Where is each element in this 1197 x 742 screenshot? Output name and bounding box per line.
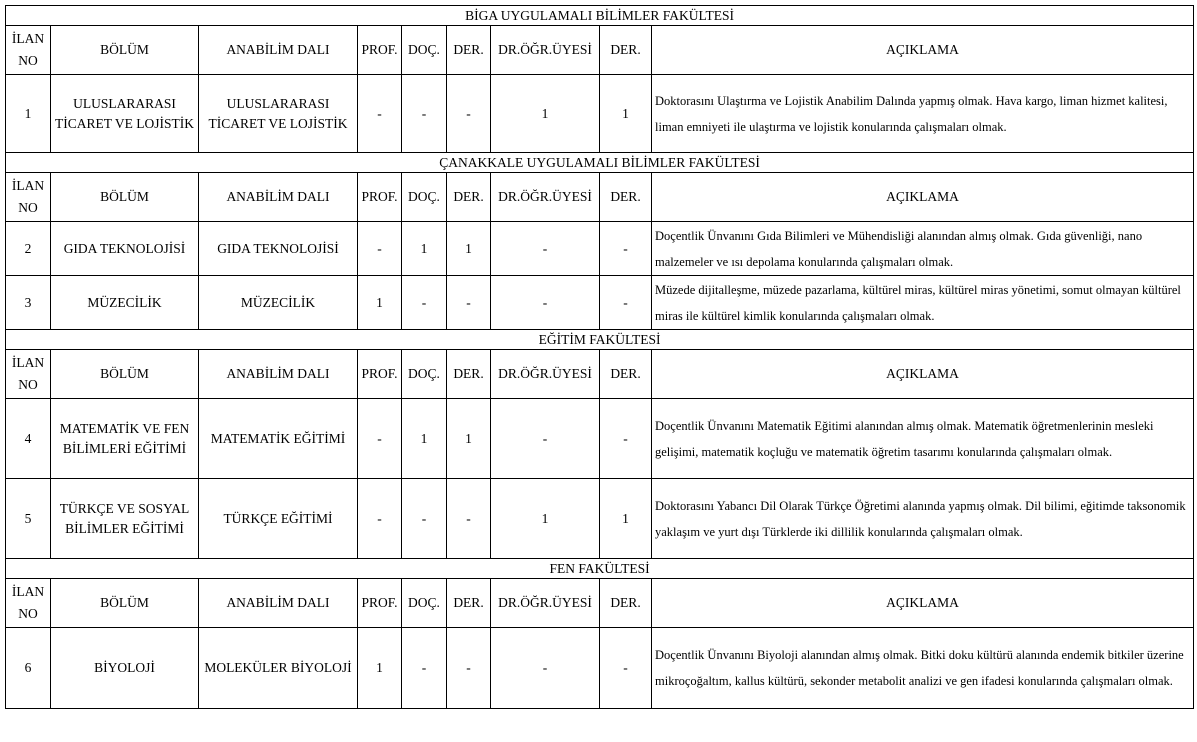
cell-der-2: - bbox=[600, 399, 652, 479]
cell-ilan-no: 3 bbox=[6, 276, 51, 330]
cell-doc: - bbox=[402, 628, 447, 709]
cell-ilan-no: 4 bbox=[6, 399, 51, 479]
cell-der-2: - bbox=[600, 222, 652, 276]
cell-ilan-no: 1 bbox=[6, 75, 51, 153]
cell-doc: 1 bbox=[402, 222, 447, 276]
header-anabilim-dali: ANABİLİM DALI bbox=[199, 173, 358, 222]
cell-bolum: ULUSLARARASI TİCARET VE LOJİSTİK bbox=[51, 75, 199, 153]
header-prof: PROF. bbox=[358, 173, 402, 222]
header-prof: PROF. bbox=[358, 26, 402, 75]
cell-ilan-no: 5 bbox=[6, 479, 51, 559]
header-ilan-no: İLAN NO bbox=[6, 173, 51, 222]
cell-bolum: MATEMATİK VE FEN BİLİMLERİ EĞİTİMİ bbox=[51, 399, 199, 479]
cell-dr-ogr-uyesi: - bbox=[491, 222, 600, 276]
table-row bbox=[6, 628, 1194, 709]
header-der-2: DER. bbox=[600, 579, 652, 628]
cell-aciklama: Doktorasını Ulaştırma ve Lojistik Anabilim Dalında yapmış olmak. Hava kargo, liman hizmet kalitesi, liman emniyeti ile ulaştırma ve lojistik konularında çalışmaları olmak. bbox=[652, 75, 1194, 153]
cell-dr-ogr-uyesi: 1 bbox=[491, 479, 600, 559]
cell-doc: - bbox=[402, 276, 447, 330]
cell-der: - bbox=[447, 75, 491, 153]
header-row bbox=[6, 173, 1194, 222]
cell-der-2: 1 bbox=[600, 75, 652, 153]
cell-anabilim-dali: TÜRKÇE EĞİTİMİ bbox=[199, 479, 358, 559]
cell-der: - bbox=[447, 628, 491, 709]
header-prof: PROF. bbox=[358, 579, 402, 628]
cell-prof: - bbox=[358, 399, 402, 479]
header-der: DER. bbox=[447, 26, 491, 75]
header-bolum: BÖLÜM bbox=[51, 173, 199, 222]
cell-prof: 1 bbox=[358, 276, 402, 330]
cell-der-2: - bbox=[600, 628, 652, 709]
cell-aciklama: Doktorasını Yabancı Dil Olarak Türkçe Öğretimi alanında yapmış olmak. Dil bilimi, eğitimde taksonomik yaklaşım ve yurt dışı Türklerde iki dillilik konularında çalışmaları olmak. bbox=[652, 479, 1194, 559]
cell-der: 1 bbox=[447, 222, 491, 276]
cell-dr-ogr-uyesi: - bbox=[491, 628, 600, 709]
header-der: DER. bbox=[447, 579, 491, 628]
header-row bbox=[6, 350, 1194, 399]
header-bolum: BÖLÜM bbox=[51, 350, 199, 399]
cell-prof: - bbox=[358, 222, 402, 276]
faculty-row bbox=[6, 153, 1194, 173]
cell-dr-ogr-uyesi: - bbox=[491, 276, 600, 330]
header-anabilim-dali: ANABİLİM DALI bbox=[199, 26, 358, 75]
cell-prof: - bbox=[358, 479, 402, 559]
header-prof: PROF. bbox=[358, 350, 402, 399]
cell-doc: - bbox=[402, 75, 447, 153]
cell-bolum: TÜRKÇE VE SOSYAL BİLİMLER EĞİTİMİ bbox=[51, 479, 199, 559]
cell-bolum: MÜZECİLİK bbox=[51, 276, 199, 330]
header-aciklama: AÇIKLAMA bbox=[652, 173, 1194, 222]
header-dr-ogr-uyesi: DR.ÖĞR.ÜYESİ bbox=[491, 350, 600, 399]
header-dr-ogr-uyesi: DR.ÖĞR.ÜYESİ bbox=[491, 579, 600, 628]
header-bolum: BÖLÜM bbox=[51, 579, 199, 628]
cell-prof: 1 bbox=[358, 628, 402, 709]
header-ilan-no: İLAN NO bbox=[6, 579, 51, 628]
table-row bbox=[6, 75, 1194, 153]
header-aciklama: AÇIKLAMA bbox=[652, 579, 1194, 628]
faculty-title: BİGA UYGULAMALI BİLİMLER FAKÜLTESİ bbox=[6, 6, 1194, 26]
cell-prof: - bbox=[358, 75, 402, 153]
header-row bbox=[6, 26, 1194, 75]
cell-ilan-no: 2 bbox=[6, 222, 51, 276]
header-doc: DOÇ. bbox=[402, 579, 447, 628]
header-der: DER. bbox=[447, 350, 491, 399]
cell-der-2: - bbox=[600, 276, 652, 330]
cell-doc: 1 bbox=[402, 399, 447, 479]
cell-aciklama: Doçentlik Ünvanını Matematik Eğitimi alanından almış olmak. Matematik öğretmenlerinin mesleki gelişimi, matematik koçluğu ve matematik öğretim tasarımı konularında çalışmaları olmak. bbox=[652, 399, 1194, 479]
cell-anabilim-dali: MOLEKÜLER BİYOLOJİ bbox=[199, 628, 358, 709]
header-bolum: BÖLÜM bbox=[51, 26, 199, 75]
header-doc: DOÇ. bbox=[402, 350, 447, 399]
cell-der: - bbox=[447, 276, 491, 330]
vacancy-table-body bbox=[6, 6, 1194, 709]
header-der: DER. bbox=[447, 173, 491, 222]
table-row bbox=[6, 479, 1194, 559]
faculty-title: EĞİTİM FAKÜLTESİ bbox=[6, 330, 1194, 350]
header-ilan-no: İLAN NO bbox=[6, 26, 51, 75]
cell-der: - bbox=[447, 479, 491, 559]
cell-ilan-no: 6 bbox=[6, 628, 51, 709]
header-aciklama: AÇIKLAMA bbox=[652, 26, 1194, 75]
cell-aciklama: Doçentlik Ünvanını Gıda Bilimleri ve Mühendisliği alanından almış olmak. Gıda güvenliği, nano malzemeler ve ısı depolama konularında çalışmaları olmak. bbox=[652, 222, 1194, 276]
header-doc: DOÇ. bbox=[402, 26, 447, 75]
header-anabilim-dali: ANABİLİM DALI bbox=[199, 579, 358, 628]
table-row bbox=[6, 276, 1194, 330]
header-doc: DOÇ. bbox=[402, 173, 447, 222]
vacancy-table bbox=[5, 5, 1194, 709]
cell-anabilim-dali: GIDA TEKNOLOJİSİ bbox=[199, 222, 358, 276]
table-row bbox=[6, 399, 1194, 479]
cell-dr-ogr-uyesi: 1 bbox=[491, 75, 600, 153]
cell-bolum: BİYOLOJİ bbox=[51, 628, 199, 709]
faculty-row bbox=[6, 330, 1194, 350]
cell-bolum: GIDA TEKNOLOJİSİ bbox=[51, 222, 199, 276]
header-der-2: DER. bbox=[600, 26, 652, 75]
header-anabilim-dali: ANABİLİM DALI bbox=[199, 350, 358, 399]
cell-anabilim-dali: MATEMATİK EĞİTİMİ bbox=[199, 399, 358, 479]
cell-aciklama: Doçentlik Ünvanını Biyoloji alanından almış olmak. Bitki doku kültürü alanında endemik bitkiler üzerine mikroçoğaltım, kallus kültürü, sekonder metabolit analizi ve gen ifadesi konularında çalışmaları olmak. bbox=[652, 628, 1194, 709]
header-row bbox=[6, 579, 1194, 628]
faculty-title: FEN FAKÜLTESİ bbox=[6, 559, 1194, 579]
header-dr-ogr-uyesi: DR.ÖĞR.ÜYESİ bbox=[491, 173, 600, 222]
cell-der-2: 1 bbox=[600, 479, 652, 559]
header-der-2: DER. bbox=[600, 173, 652, 222]
cell-dr-ogr-uyesi: - bbox=[491, 399, 600, 479]
header-ilan-no: İLAN NO bbox=[6, 350, 51, 399]
header-aciklama: AÇIKLAMA bbox=[652, 350, 1194, 399]
faculty-title: ÇANAKKALE UYGULAMALI BİLİMLER FAKÜLTESİ bbox=[6, 153, 1194, 173]
header-dr-ogr-uyesi: DR.ÖĞR.ÜYESİ bbox=[491, 26, 600, 75]
cell-doc: - bbox=[402, 479, 447, 559]
cell-anabilim-dali: ULUSLARARASI TİCARET VE LOJİSTİK bbox=[199, 75, 358, 153]
header-der-2: DER. bbox=[600, 350, 652, 399]
table-row bbox=[6, 222, 1194, 276]
faculty-row bbox=[6, 559, 1194, 579]
cell-der: 1 bbox=[447, 399, 491, 479]
faculty-row bbox=[6, 6, 1194, 26]
cell-anabilim-dali: MÜZECİLİK bbox=[199, 276, 358, 330]
cell-aciklama: Müzede dijitalleşme, müzede pazarlama, kültürel miras, kültürel miras yönetimi, somut olmayan kültürel miras ile kültürel kimlik konularında çalışmaları olmak. bbox=[652, 276, 1194, 330]
